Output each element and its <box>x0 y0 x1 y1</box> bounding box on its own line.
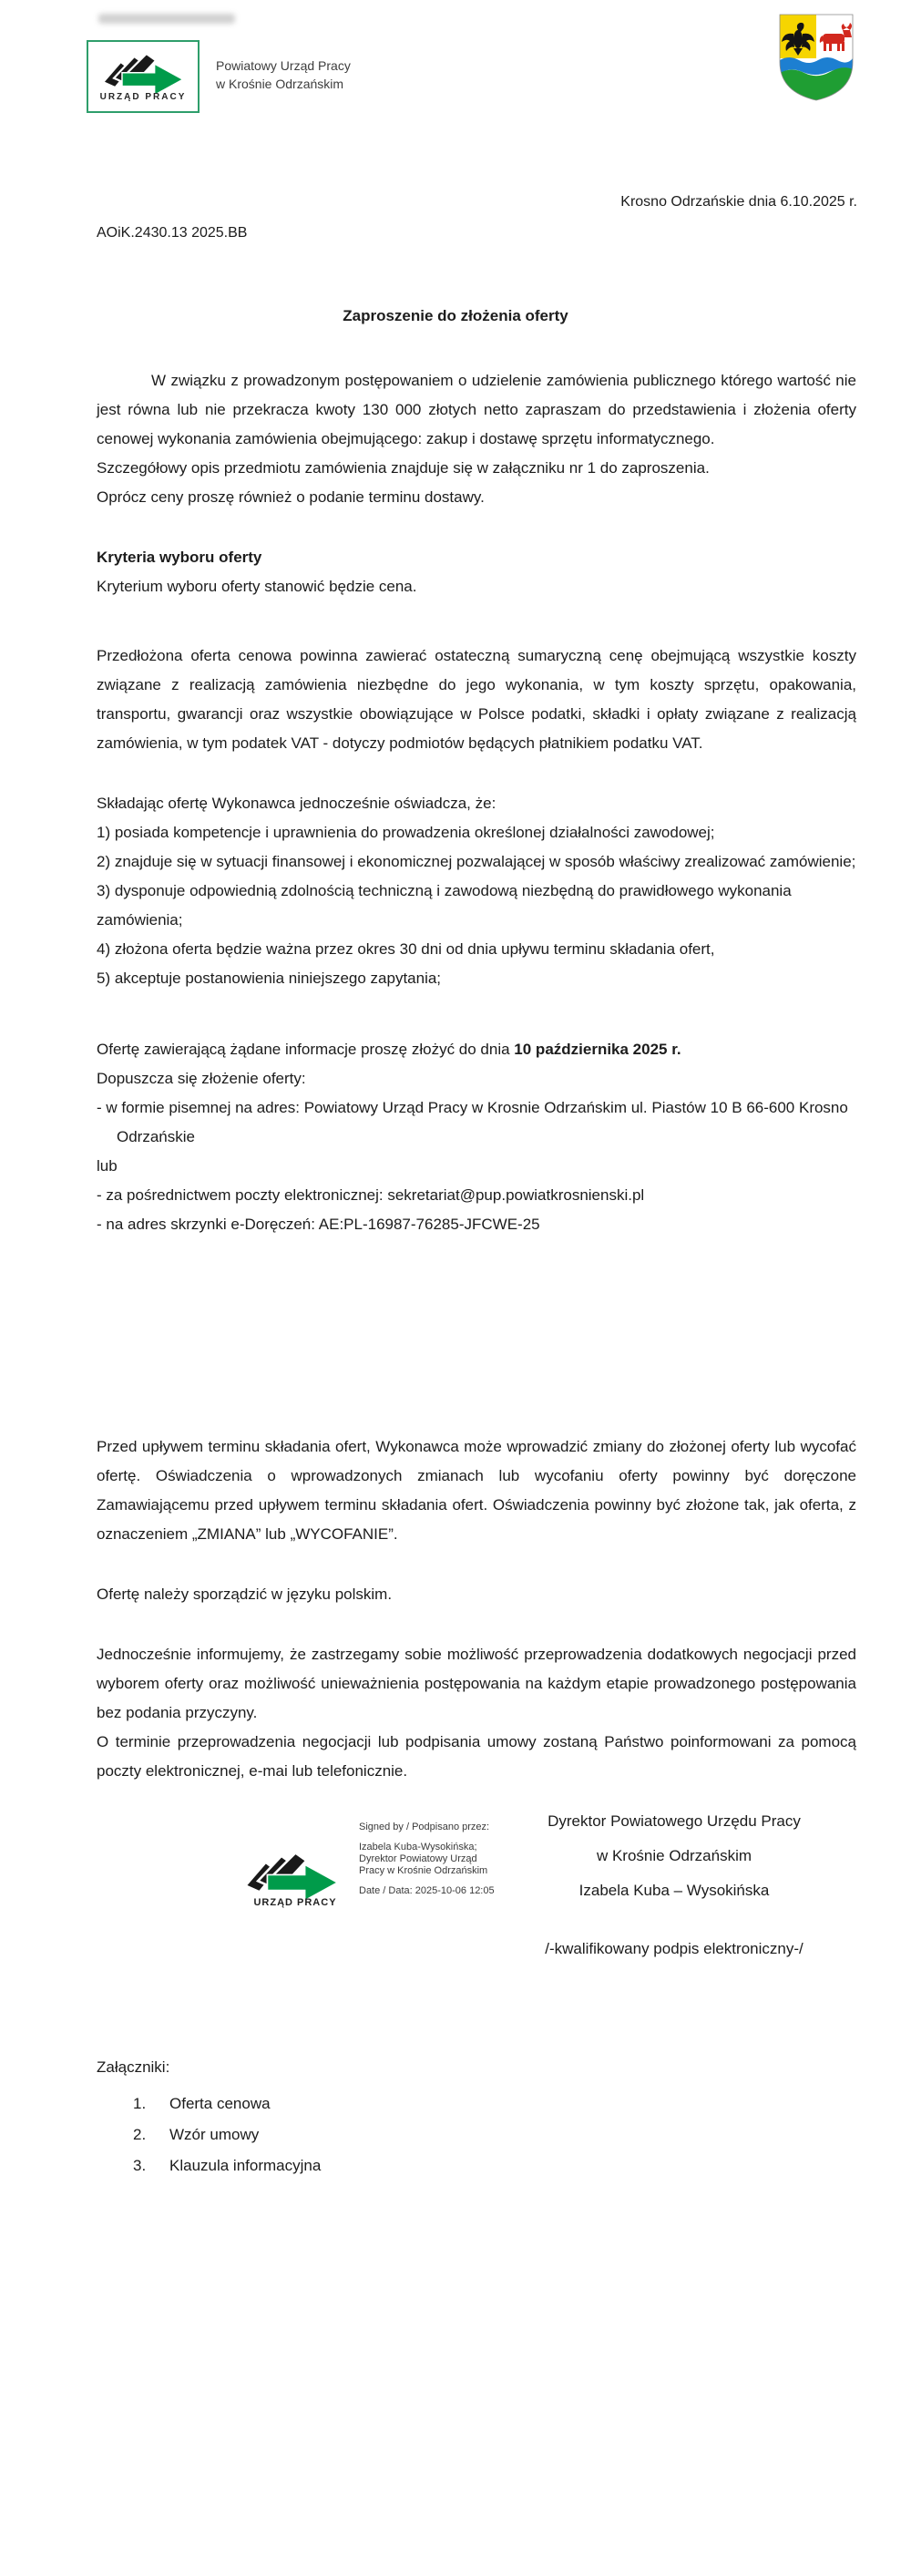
option-email: - za pośrednictwem poczty elektronicznej: sekretariat@pup.powiatkrosnienski.pl <box>97 1186 645 1204</box>
language-line: Ofertę należy sporządzić w języku polskim. <box>97 1586 393 1603</box>
option-written-line2: Odrzańskie <box>117 1128 195 1145</box>
pup-logo-label: URZĄD PRACY <box>99 92 187 102</box>
date-line: Krosno Odrzańskie dnia 6.10.2025 r. <box>620 194 857 210</box>
detail-line1: Szczegółowy opis przedmiotu zamówienia znajduje się w załączniku nr 1 do zaproszenia. <box>97 459 710 477</box>
attachment-item <box>97 2119 321 2150</box>
option-written-line1: - w formie pisemnej na adres: Powiatowy Urząd Pracy w Krosnie Odrzańskim ul. Piastów 10 B 66-600 Krosno <box>97 1099 848 1116</box>
attachment-label: Wzór umowy <box>169 2126 260 2143</box>
attachment-number: 1. <box>133 2095 147 2112</box>
attachments-list <box>97 2089 321 2181</box>
attachment-item <box>97 2150 321 2181</box>
org-name-line2: w Krośnie Odrzańskim <box>216 77 344 91</box>
body-page2 <box>97 1432 856 1786</box>
stamp-date: Date / Data: 2025-10-06 12:05 <box>359 1885 495 1896</box>
attachment-item <box>97 2089 321 2119</box>
declaration-item: 2) znajduje się w sytuacji finansowej i ekonomicznej pozwalającej w sposób właściwy zrealizować zamówienie; <box>97 853 856 870</box>
document-title: Zaproszenie do złożenia oferty <box>343 307 568 324</box>
org-name <box>216 56 351 93</box>
declaration-item: 1) posiada kompetencje i uprawnienia do prowadzenia określonej działalności zawodowej; <box>97 824 715 841</box>
or-label: lub <box>97 1157 118 1175</box>
deadline-date: 10 października 2025 r. <box>514 1041 681 1058</box>
scan-smudge <box>98 14 235 24</box>
county-coat-of-arms-icon <box>777 11 855 104</box>
signer-role-line2: w Krośnie Odrzańskim <box>596 1847 752 1864</box>
negotiations-paragraph: Jednocześnie informujemy, że zastrzegamy sobie możliwość przeprowadzenia dodatkowych negocjacji przed wyborem oferty oraz możliwość unieważnienia postępowania na każdym etapie prowadzonego postępowania bez podania przyczyny. <box>97 1646 856 1721</box>
declaration-item: 3) dysponuje odpowiednią zdolnością techniczną i zawodową niezbędną do prawidłowego wykonania zamówienia; <box>97 882 792 929</box>
declaration-item: 5) akceptuje postanowienia niniejszego zapytania; <box>97 970 442 987</box>
attachment-label: Oferta cenowa <box>169 2095 271 2112</box>
attachment-number: 2. <box>133 2126 147 2143</box>
stamp-logo-label: URZĄD PRACY <box>253 1897 337 1908</box>
declaration-intro: Składając ofertę Wykonawca jednocześnie oświadcza, że: <box>97 795 496 812</box>
allowed-intro: Dopuszcza się złożenie oferty: <box>97 1070 306 1087</box>
electronic-signature-stamp <box>237 1819 510 1908</box>
attachments-heading: Załączniki: <box>97 2058 170 2076</box>
attachments-section <box>97 2052 321 2181</box>
signer-name: Izabela Kuba – Wysokińska <box>578 1882 770 1899</box>
reference-number: AOiK.2430.13 2025.BB <box>97 225 248 241</box>
pup-logo <box>87 40 200 113</box>
option-edoreczenia: - na adres skrzynki e-Doręczeń: AE:PL-16987-76285-JFCWE-25 <box>97 1216 540 1233</box>
stamp-signed-by: Signed by / Podpisano przez: <box>359 1822 490 1832</box>
declaration-item: 4) złożona oferta będzie ważna przez okres 30 dni od dnia upływu terminu składania ofert, <box>97 940 715 958</box>
attachment-label: Klauzula informacyjna <box>169 2157 322 2174</box>
qualified-signature-note: /-kwalifikowany podpis elektroniczny-/ <box>545 1940 804 1957</box>
criteria-heading: Kryteria wyboru oferty <box>97 549 262 566</box>
price-paragraph: Przedłożona oferta cenowa powinna zawierać ostateczną sumaryczną cenę obejmującą wszystkie koszty związane z realizacją zamówienia niezbędne do jego wykonania, w tym koszty sprzętu, opakowania, transportu, gwarancji oraz wszystkie obowiązujące w Polsce podatki, składki i opłaty związane z realizacją zamówienia, w tym podatek VAT - dotyczy podmiotów będących płatnikiem podatku VAT. <box>97 647 856 752</box>
deadline-line <box>97 1035 856 1064</box>
changes-paragraph: Przed upływem terminu składania ofert, Wykonawca może wprowadzić zmiany do złożonej oferty lub wycofać ofertę. Oświadczenia o wprowadzonych zmianach lub wycofaniu oferty powinny być doręczone Zamawiającemu przed upływem terminu składania ofert. Oświadczenia powinny być złożone tak, jak oferta, z oznaczeniem „ZMIANA” lub „WYCOFANIE”. <box>97 1438 856 1543</box>
signature-block <box>492 1804 856 1966</box>
detail-line2: Oprócz ceny proszę również o podanie terminu dostawy. <box>97 488 485 506</box>
org-name-line1: Powiatowy Urząd Pracy <box>216 58 351 73</box>
pup-arrow-logo-icon <box>237 1850 346 1904</box>
deadline-prefix: Ofertę zawierającą żądane informacje proszę złożyć do dnia <box>97 1041 515 1058</box>
stamp-pup-logo <box>237 1850 353 1908</box>
stamp-signer: Izabela Kuba-Wysokińska; Dyrektor Powiatowy Urząd Pracy w Krośnie Odrzańskim <box>359 1842 488 1876</box>
notification-paragraph: O terminie przeprowadzenia negocjacji lub podpisania umowy zostaną Państwo poinformowani za pomocą poczty elektronicznej, e-mai lub telefonicznie. <box>97 1733 856 1780</box>
body-page1 <box>97 366 856 1239</box>
attachment-number: 3. <box>133 2157 147 2174</box>
intro-paragraph: W związku z prowadzonym postępowaniem o udzielenie zamówienia publicznego którego wartość nie jest równa lub nie przekracza kwoty 130 000 złotych netto zapraszam do przedstawienia i złożenia oferty cenowej wykonania zamówienia obejmującego: zakup i dostawę sprzętu informatycznego. <box>97 372 856 447</box>
stamp-text <box>359 1822 496 1905</box>
criteria-text: Kryterium wyboru oferty stanowić będzie cena. <box>97 578 417 595</box>
signer-role-line1: Dyrektor Powiatowego Urzędu Pracy <box>548 1812 801 1830</box>
